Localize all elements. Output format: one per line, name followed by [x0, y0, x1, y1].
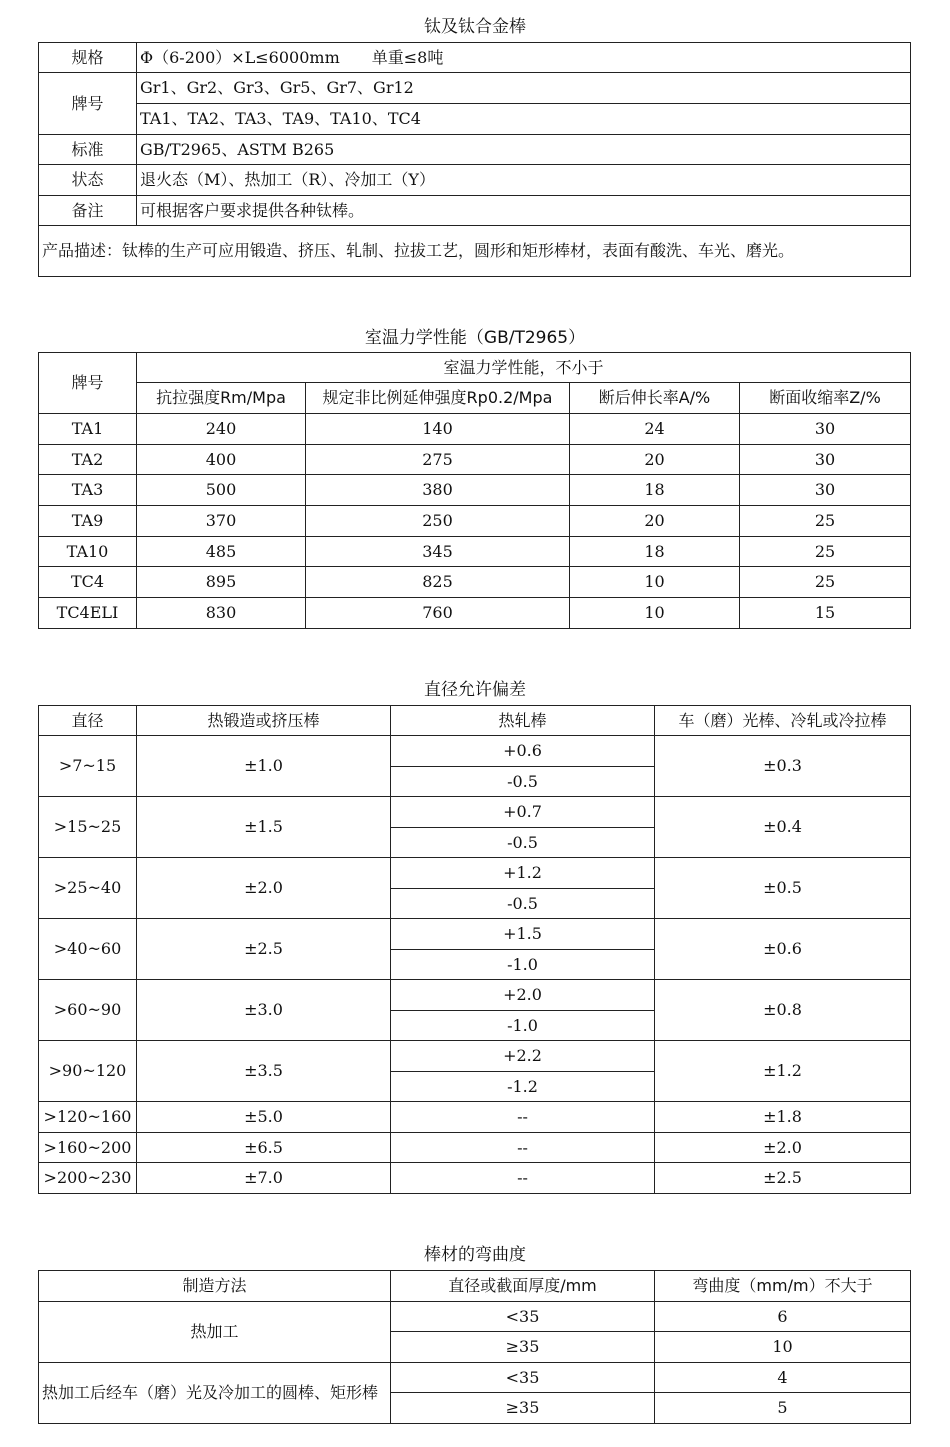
mech-cell: 500 [137, 475, 306, 506]
tol-forged: ±2.0 [137, 858, 391, 919]
mech-cell: 275 [306, 445, 570, 475]
spec-row-description [39, 226, 911, 277]
mech-subheader-row [39, 383, 911, 414]
tol-diameter: >200~230 [39, 1163, 137, 1194]
mech-row [39, 598, 911, 629]
tol-forged: ±1.5 [137, 797, 391, 858]
tol-row [39, 1102, 911, 1133]
tol-forged: ±1.0 [137, 736, 391, 797]
tol-row [39, 919, 911, 950]
mech-cell: 250 [306, 506, 570, 537]
tol-column-header: 直径 [39, 706, 137, 736]
tol-hot: -- [391, 1133, 655, 1163]
spec-value: GB/T2965、ASTM B265 [137, 135, 911, 165]
mech-cell: 15 [740, 598, 911, 629]
mech-row [39, 537, 911, 567]
bend-size: <35 [391, 1302, 655, 1332]
spec-table [38, 42, 911, 277]
mech-cell: TA9 [39, 506, 137, 537]
mech-cell: 400 [137, 445, 306, 475]
tol-hot-plus: +2.0 [391, 980, 655, 1011]
spec-row-state [39, 165, 911, 196]
mech-title: 室温力学性能（GB/T2965） [364, 328, 586, 348]
mech-cell: 30 [740, 414, 911, 445]
tol-hot-plus: +1.2 [391, 858, 655, 889]
tol-hot-minus: -0.5 [391, 889, 655, 919]
tol-forged: ±3.0 [137, 980, 391, 1041]
mech-cell: TC4 [39, 567, 137, 598]
tol-turned: ±0.5 [655, 858, 911, 919]
mech-cell: 30 [740, 475, 911, 506]
tol-row [39, 858, 911, 889]
tol-hot-minus: -1.2 [391, 1072, 655, 1102]
tol-turned: ±2.5 [655, 1163, 911, 1194]
mech-column-header: 断面收缩率Z/% [740, 383, 911, 414]
tol-diameter: >7~15 [39, 736, 137, 797]
tol-forged: ±7.0 [137, 1163, 391, 1194]
spec-title: 钛及钛合金棒 [424, 17, 526, 37]
bend-column-header: 制造方法 [39, 1271, 391, 1302]
bend-table [38, 1270, 911, 1424]
mech-column-header: 规定非比例延伸强度Rp0.2/Mpa [306, 383, 570, 414]
tol-forged: ±5.0 [137, 1102, 391, 1133]
mech-row [39, 445, 911, 475]
tol-turned: ±0.6 [655, 919, 911, 980]
mech-cell: 10 [570, 598, 740, 629]
mech-cell: 25 [740, 567, 911, 598]
mech-table [38, 352, 911, 629]
bend-value: 6 [655, 1302, 911, 1332]
spec-row-standard [39, 135, 911, 165]
mech-row [39, 506, 911, 537]
bend-title: 棒材的弯曲度 [424, 1245, 526, 1265]
tol-forged: ±3.5 [137, 1041, 391, 1102]
tol-hot-plus: +1.5 [391, 919, 655, 950]
mech-cell: 30 [740, 445, 911, 475]
bend-size: <35 [391, 1363, 655, 1393]
mech-row [39, 567, 911, 598]
tol-row [39, 1163, 911, 1194]
bend-size: ≥35 [391, 1332, 655, 1363]
tol-turned: ±0.8 [655, 980, 911, 1041]
tol-title: 直径允许偏差 [424, 680, 526, 700]
spec-row-size [39, 43, 911, 73]
bend-column-header: 直径或截面厚度/mm [391, 1271, 655, 1302]
mech-cell: TA2 [39, 445, 137, 475]
tol-hot-plus: +0.6 [391, 736, 655, 767]
bend-size: ≥35 [391, 1393, 655, 1424]
mech-cell: 830 [137, 598, 306, 629]
tol-row [39, 1041, 911, 1072]
tol-diameter: >40~60 [39, 919, 137, 980]
spec-label: 牌号 [39, 73, 137, 135]
mech-cell: 345 [306, 537, 570, 567]
spec-row-note [39, 196, 911, 226]
bend-method: 热加工后经车（磨）光及冷加工的圆棒、矩形棒 [39, 1363, 391, 1424]
tol-hot-minus: -0.5 [391, 828, 655, 858]
tol-turned: ±1.8 [655, 1102, 911, 1133]
mech-cell: 895 [137, 567, 306, 598]
mech-cell: 825 [306, 567, 570, 598]
mech-cell: 18 [570, 537, 740, 567]
tol-header-row [39, 706, 911, 736]
tol-hot-minus: -0.5 [391, 767, 655, 797]
mech-cell: 20 [570, 445, 740, 475]
mech-cell: 140 [306, 414, 570, 445]
tol-diameter: >60~90 [39, 980, 137, 1041]
mech-cell: 370 [137, 506, 306, 537]
mech-cell: 20 [570, 506, 740, 537]
tol-row [39, 736, 911, 767]
mech-cell: 10 [570, 567, 740, 598]
mech-column-header: 抗拉强度Rm/Mpa [137, 383, 306, 414]
mech-cell: 485 [137, 537, 306, 567]
tol-row [39, 1133, 911, 1163]
tol-row [39, 797, 911, 828]
tol-hot-minus: -1.0 [391, 950, 655, 980]
tol-diameter: >120~160 [39, 1102, 137, 1133]
bend-header-row [39, 1271, 911, 1302]
mech-cell: 25 [740, 537, 911, 567]
mech-column-header: 断后伸长率A/% [570, 383, 740, 414]
mech-cell: TA3 [39, 475, 137, 506]
tol-table [38, 705, 911, 1194]
spec-value: 退火态（M）、热加工（R）、冷加工（Y） [137, 165, 911, 196]
spec-value: Φ（6-200）×L≤6000mm 单重≤8吨 [137, 43, 911, 73]
tol-column-header: 车（磨）光棒、冷轧或冷拉棒 [655, 706, 911, 736]
spec-value: 可根据客户要求提供各种钛棒。 [137, 196, 911, 226]
bend-column-header: 弯曲度（mm/m）不大于 [655, 1271, 911, 1302]
mech-row [39, 414, 911, 445]
tol-row [39, 980, 911, 1011]
bend-value: 5 [655, 1393, 911, 1424]
spec-label: 标准 [39, 135, 137, 165]
spec-description: 产品描述：钛棒的生产可应用锻造、挤压、轧制、拉拔工艺，圆形和矩形棒材，表面有酸洗、车光、磨光。 [39, 226, 911, 277]
tol-diameter: >160~200 [39, 1133, 137, 1163]
tol-hot-plus: +2.2 [391, 1041, 655, 1072]
bend-value: 4 [655, 1363, 911, 1393]
bend-row [39, 1363, 911, 1393]
tol-turned: ±1.2 [655, 1041, 911, 1102]
tol-hot: -- [391, 1102, 655, 1133]
spec-row-grade [39, 73, 911, 104]
mech-cell: 18 [570, 475, 740, 506]
mech-cell: 240 [137, 414, 306, 445]
tol-hot: -- [391, 1163, 655, 1194]
mech-cell: 760 [306, 598, 570, 629]
tol-hot-plus: +0.7 [391, 797, 655, 828]
bend-value: 10 [655, 1332, 911, 1363]
tol-turned: ±0.3 [655, 736, 911, 797]
tol-column-header: 热锻造或挤压棒 [137, 706, 391, 736]
mech-cell: 25 [740, 506, 911, 537]
tol-turned: ±0.4 [655, 797, 911, 858]
mech-cell: TA1 [39, 414, 137, 445]
spec-label: 规格 [39, 43, 137, 73]
tol-diameter: >25~40 [39, 858, 137, 919]
bend-method: 热加工 [39, 1302, 391, 1363]
tol-column-header: 热轧棒 [391, 706, 655, 736]
mech-cell: 24 [570, 414, 740, 445]
spec-label: 状态 [39, 165, 137, 196]
mech-grade-header: 牌号 [39, 353, 137, 414]
mech-cell: 380 [306, 475, 570, 506]
tol-diameter: >90~120 [39, 1041, 137, 1102]
tol-forged: ±6.5 [137, 1133, 391, 1163]
mech-group-header: 室温力学性能，不小于 [137, 353, 911, 383]
tol-forged: ±2.5 [137, 919, 391, 980]
spec-label: 备注 [39, 196, 137, 226]
bend-row [39, 1302, 911, 1332]
mech-cell: TA10 [39, 537, 137, 567]
tol-diameter: >15~25 [39, 797, 137, 858]
mech-header-row [39, 353, 911, 383]
spec-value: TA1、TA2、TA3、TA9、TA10、TC4 [137, 104, 911, 135]
spec-row-grade-2 [39, 104, 911, 135]
spec-value: Gr1、Gr2、Gr3、Gr5、Gr7、Gr12 [137, 73, 911, 104]
mech-row [39, 475, 911, 506]
mech-cell: TC4ELI [39, 598, 137, 629]
tol-turned: ±2.0 [655, 1133, 911, 1163]
tol-hot-minus: -1.0 [391, 1011, 655, 1041]
